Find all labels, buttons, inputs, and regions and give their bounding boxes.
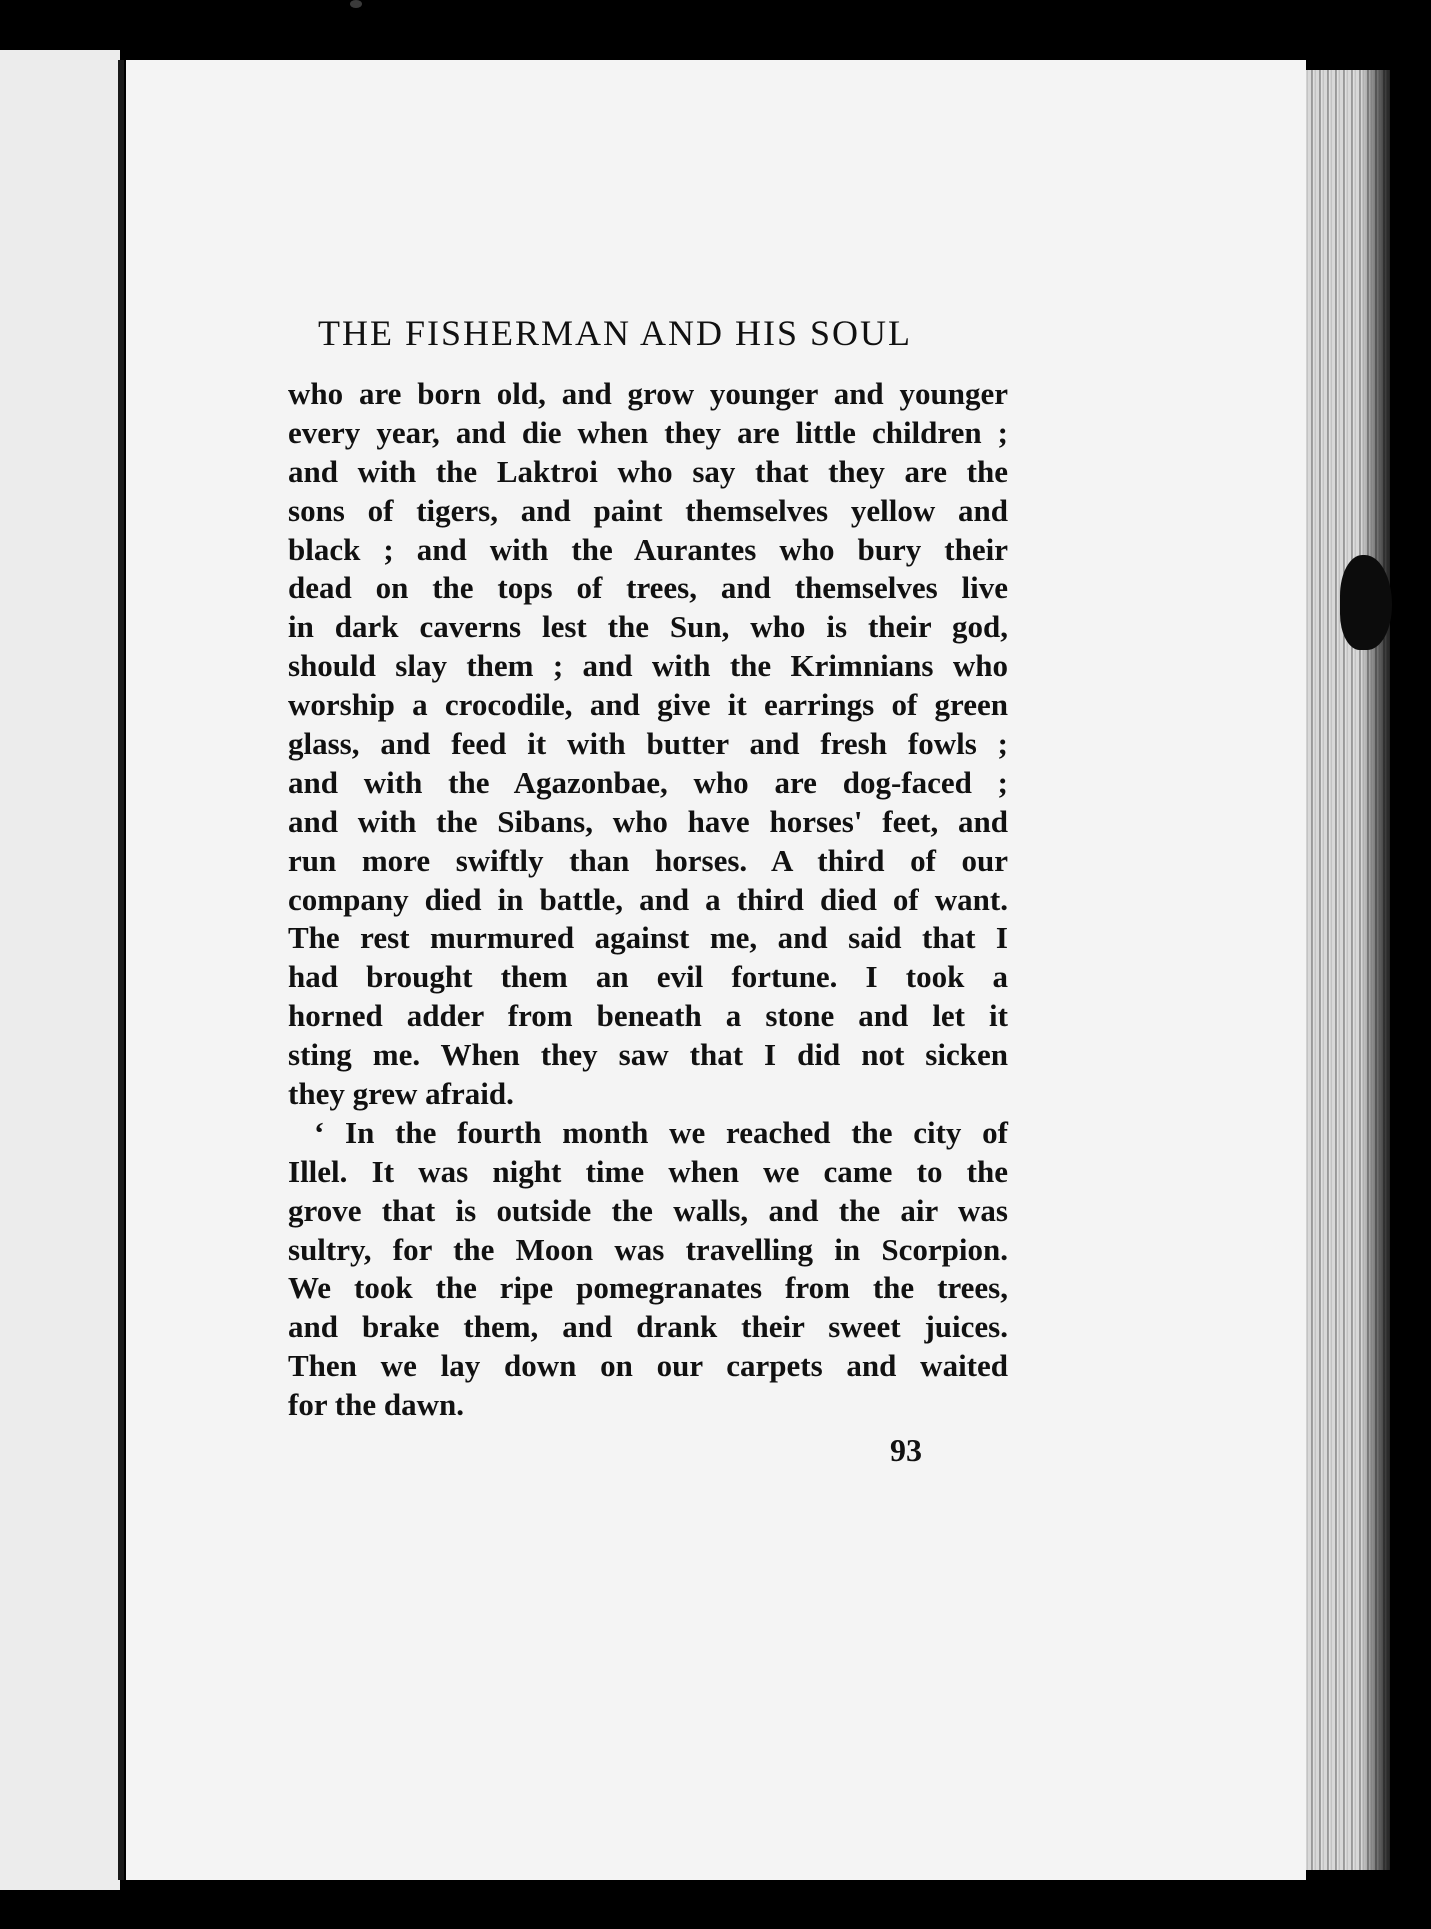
text-line: company died in battle, and a third died of want. — [288, 881, 1008, 917]
page-edges — [1300, 70, 1390, 1870]
body-text — [288, 375, 1008, 1425]
text-line: sultry, for the Moon was travelling in Scorpion. — [288, 1231, 1008, 1267]
paragraph-2 — [288, 1114, 1008, 1425]
text-line: glass, and feed it with butter and fresh fowls ; — [288, 726, 1008, 762]
text-line: We took the ripe pomegranates from the trees, — [288, 1270, 1008, 1306]
text-line: dead on the tops of trees, and themselves live — [288, 570, 1008, 606]
text-line: The rest murmured against me, and said that I — [288, 920, 1008, 956]
page-edge-shadow — [1360, 70, 1390, 1870]
text-line: in dark caverns lest the Sun, who is their god, — [288, 609, 1008, 645]
scan-speck — [350, 0, 362, 8]
text-line: grove that is outside the walls, and the air was — [288, 1192, 1008, 1228]
text-line: they grew afraid. — [288, 1076, 514, 1112]
text-line: Illel. It was night time when we came to the — [288, 1153, 1008, 1189]
text-line: black ; and with the Aurantes who bury their — [288, 531, 1008, 567]
text-line: for the dawn. — [288, 1387, 464, 1423]
text-line: and with the Laktroi who say that they are the — [288, 453, 1008, 489]
text-line: had brought them an evil fortune. I took a — [288, 959, 1008, 995]
text-line: and with the Sibans, who have horses' feet, and — [288, 803, 1008, 839]
ink-blot — [1340, 555, 1392, 650]
text-line: and with the Agazonbae, who are dog-faced ; — [288, 764, 1008, 800]
text-line: run more swiftly than horses. A third of our — [288, 842, 1008, 878]
text-line: Then we lay down on our carpets and waited — [288, 1348, 1008, 1384]
paragraph-1 — [288, 375, 1008, 1114]
page-number: 93 — [890, 1432, 922, 1468]
text-line: sting me. When they saw that I did not sicken — [288, 1037, 1008, 1073]
adjacent-page — [0, 50, 120, 1890]
text-line: horned adder from beneath a stone and let it — [288, 998, 1008, 1034]
running-head: THE FISHERMAN AND HIS SOUL — [318, 313, 913, 353]
text-line: worship a crocodile, and give it earrings of green — [288, 687, 1008, 723]
gutter-line — [118, 60, 124, 1880]
text-line: should slay them ; and with the Krimnians who — [288, 648, 1008, 684]
text-line: sons of tigers, and paint themselves yellow and — [288, 492, 1008, 528]
text-line: every year, and die when they are little children ; — [288, 414, 1008, 450]
text-line: ‘ In the fourth month we reached the city of — [314, 1114, 1008, 1150]
text-line: and brake them, and drank their sweet juices. — [288, 1309, 1008, 1345]
text-line: who are born old, and grow younger and younger — [288, 376, 1008, 411]
